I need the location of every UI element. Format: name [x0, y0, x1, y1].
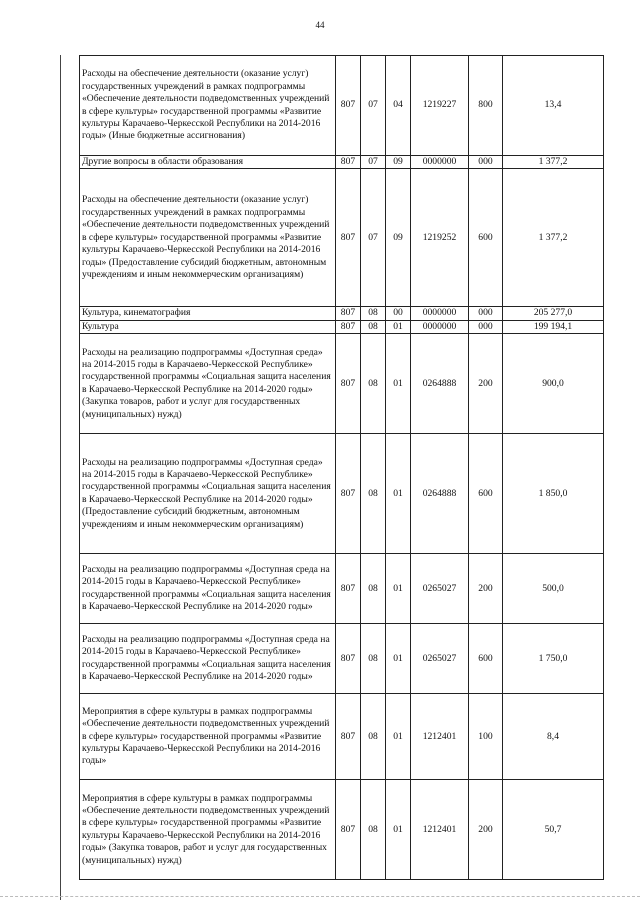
- table-row: [80, 320, 604, 333]
- row-vr: 000: [469, 320, 503, 333]
- row-vr: 600: [469, 624, 503, 694]
- margin-rule: [60, 55, 61, 900]
- row-csr: 0264888: [411, 434, 469, 554]
- row-csr: 0264888: [411, 334, 469, 434]
- row-ved: 807: [336, 434, 361, 554]
- row-name: Мероприятия в сфере культуры в рамках подпрограммы «Обеспечение деятельности подведомственных учреждений в сфере культуры» государственной программы «Развитие культуры Карачаево-Черкесской Республики на 2014-2016 годы» (Закупка товаров, работ и услуг для государственных (муниципальных) нужд): [80, 780, 336, 880]
- row-name: Расходы на обеспечение деятельности (оказание услуг) государственных учреждений в рамках подпрограммы «Обеспечение деятельности подведомственных учреждений в сфере культуры» государственной программы «Развитие культуры Карачаево-Черкесской Республики на 2014-2016 годы» (Предоставление субсидий бюджетным, автономным учреждениям и иным некоммерческим организациям): [80, 169, 336, 307]
- row-ved: 807: [336, 320, 361, 333]
- row-name: Расходы на реализацию подпрограммы «Доступная среда» на 2014-2015 годы в Карачаево-Черкесской Республике» государственной программы «Социальная защита населения в Карачаево-Черкесской Республике на 2014-2020 годы» (Предоставление субсидий бюджетным, автономным учреждениям и иным некоммерческим организациям): [80, 434, 336, 554]
- row-csr: 1219227: [411, 56, 469, 156]
- row-podrazdel: 01: [386, 554, 411, 624]
- row-podrazdel: 01: [386, 334, 411, 434]
- table-row: [80, 56, 604, 156]
- row-razdel: 07: [361, 156, 386, 169]
- row-csr: 1219252: [411, 169, 469, 307]
- row-sum: 13,4: [503, 56, 604, 156]
- row-csr: 0000000: [411, 156, 469, 169]
- row-razdel: 08: [361, 554, 386, 624]
- row-razdel: 08: [361, 434, 386, 554]
- row-razdel: 08: [361, 694, 386, 780]
- row-razdel: 08: [361, 320, 386, 333]
- table-row: [80, 307, 604, 320]
- table-row: [80, 624, 604, 694]
- row-sum: 205 277,0: [503, 307, 604, 320]
- row-sum: 500,0: [503, 554, 604, 624]
- row-razdel: 08: [361, 307, 386, 320]
- row-name: Расходы на реализацию подпрограммы «Доступная среда» на 2014-2015 годы в Карачаево-Черкесской Республике» государственной программы «Социальная защита населения в Карачаево-Черкесской Республике на 2014-2020 годы» (Закупка товаров, работ и услуг для государственных (муниципальных) нужд): [80, 334, 336, 434]
- row-sum: 199 194,1: [503, 320, 604, 333]
- table-row: [80, 156, 604, 169]
- row-ved: 807: [336, 780, 361, 880]
- table-row: [80, 169, 604, 307]
- row-podrazdel: 04: [386, 56, 411, 156]
- row-name: Расходы на реализацию подпрограммы «Доступная среда на 2014-2015 годы в Карачаево-Черкесской Республике» государственной программы «Социальная защита населения в Карачаево-Черкесской Республике на 2014-2020 годы»: [80, 624, 336, 694]
- row-name: Культура, кинематография: [80, 307, 336, 320]
- page-bottom-edge: [0, 896, 640, 898]
- row-ved: 807: [336, 694, 361, 780]
- row-ved: 807: [336, 56, 361, 156]
- row-ved: 807: [336, 334, 361, 434]
- row-csr: 1212401: [411, 780, 469, 880]
- row-podrazdel: 09: [386, 169, 411, 307]
- row-podrazdel: 01: [386, 694, 411, 780]
- row-ved: 807: [336, 624, 361, 694]
- table-row: [80, 434, 604, 554]
- row-ved: 807: [336, 169, 361, 307]
- row-name: Мероприятия в сфере культуры в рамках подпрограммы «Обеспечение деятельности подведомственных учреждений в сфере культуры» государственной программы «Развитие культуры Карачаево-Черкесской Республики на 2014-2016 годы»: [80, 694, 336, 780]
- row-vr: 000: [469, 307, 503, 320]
- row-podrazdel: 01: [386, 780, 411, 880]
- table-row: [80, 334, 604, 434]
- row-csr: 0265027: [411, 624, 469, 694]
- row-vr: 000: [469, 156, 503, 169]
- row-razdel: 08: [361, 624, 386, 694]
- row-vr: 200: [469, 780, 503, 880]
- row-podrazdel: 01: [386, 434, 411, 554]
- row-razdel: 07: [361, 169, 386, 307]
- row-podrazdel: 01: [386, 624, 411, 694]
- row-csr: 0265027: [411, 554, 469, 624]
- table-row: [80, 694, 604, 780]
- row-csr: 0000000: [411, 320, 469, 333]
- row-ved: 807: [336, 307, 361, 320]
- table-row: [80, 780, 604, 880]
- row-ved: 807: [336, 156, 361, 169]
- table-row: [80, 554, 604, 624]
- row-razdel: 08: [361, 334, 386, 434]
- row-ved: 807: [336, 554, 361, 624]
- budget-table: [79, 55, 604, 880]
- page-number: 44: [315, 20, 325, 30]
- row-vr: 800: [469, 56, 503, 156]
- row-vr: 100: [469, 694, 503, 780]
- row-name: Расходы на реализацию подпрограммы «Доступная среда на 2014-2015 годы в Карачаево-Черкесской Республике» государственной программы «Социальная защита населения в Карачаево-Черкесской Республике на 2014-2020 годы»: [80, 554, 336, 624]
- row-csr: 0000000: [411, 307, 469, 320]
- row-sum: 8,4: [503, 694, 604, 780]
- row-csr: 1212401: [411, 694, 469, 780]
- row-razdel: 08: [361, 780, 386, 880]
- row-razdel: 07: [361, 56, 386, 156]
- row-sum: 1 850,0: [503, 434, 604, 554]
- row-sum: 50,7: [503, 780, 604, 880]
- row-podrazdel: 01: [386, 320, 411, 333]
- row-name: Расходы на обеспечение деятельности (оказание услуг) государственных учреждений в рамках подпрограммы «Обеспечение деятельности подведомственных учреждений в сфере культуры» государственной программы «Развитие культуры Карачаево-Черкесской Республики на 2014-2016 годы» (Иные бюджетные ассигнования): [80, 56, 336, 156]
- row-vr: 600: [469, 434, 503, 554]
- row-podrazdel: 00: [386, 307, 411, 320]
- row-name: Культура: [80, 320, 336, 333]
- row-name: Другие вопросы в области образования: [80, 156, 336, 169]
- row-sum: 1 377,2: [503, 169, 604, 307]
- row-sum: 1 750,0: [503, 624, 604, 694]
- row-vr: 200: [469, 554, 503, 624]
- row-sum: 900,0: [503, 334, 604, 434]
- row-vr: 600: [469, 169, 503, 307]
- row-vr: 200: [469, 334, 503, 434]
- row-sum: 1 377,2: [503, 156, 604, 169]
- row-podrazdel: 09: [386, 156, 411, 169]
